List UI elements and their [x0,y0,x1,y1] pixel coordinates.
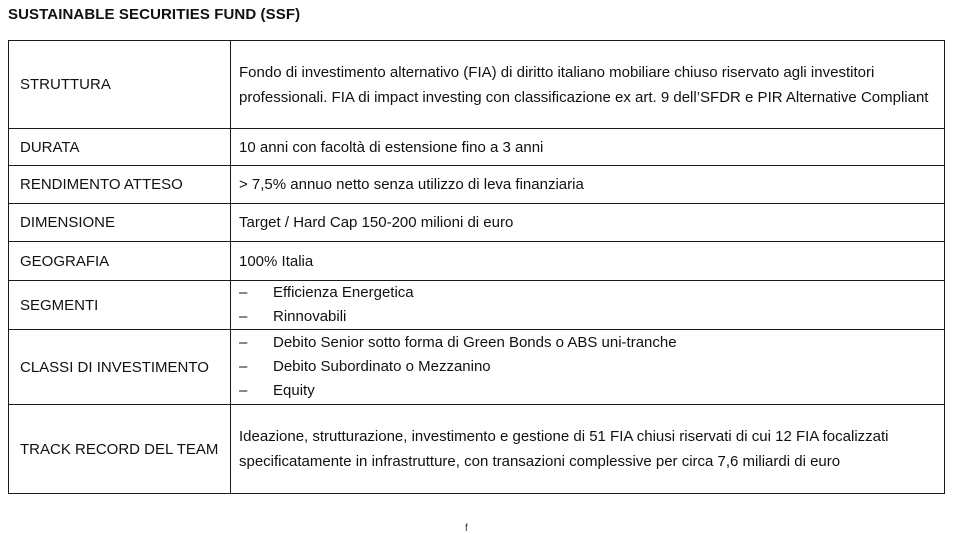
list-item [239,305,934,329]
list-item [239,331,934,355]
row-value-classi-di-investimento [231,330,945,405]
row-value-segmenti [231,281,945,330]
row-value-rendimento-atteso: > 7,5% annuo netto senza utilizzo di leva finanziaria [231,166,945,204]
row-value-track-record: Ideazione, strutturazione, investimento e gestione di 51 FIA chiusi riservati di cui 12 FIA focalizzati specificatamente in infrastrutture, con transazioni complessive per circa 7,6 miliardi di euro [231,405,945,494]
row-label-struttura: STRUTTURA [9,41,231,129]
row-label-geografia: GEOGRAFIA [9,242,231,281]
table-row [9,242,945,281]
list-item-text: Equity [273,382,315,399]
dash-bullet: – [239,284,248,301]
row-value-durata: 10 anni con facoltà di estensione fino a 3 anni [231,129,945,166]
row-value-dimensione: Target / Hard Cap 150-200 milioni di euro [231,204,945,242]
dash-bullet: – [239,358,248,375]
list-item-text: Debito Subordinato o Mezzanino [273,358,491,375]
row-label-track-record: TRACK RECORD DEL TEAM [9,405,231,494]
table-row [9,330,945,405]
footer-mark: f [465,523,468,534]
fund-summary-table [8,40,945,494]
segmenti-list [239,281,934,329]
dash-bullet: – [239,334,248,351]
row-label-classi-di-investimento: CLASSI DI INVESTIMENTO [9,330,231,405]
dash-bullet: – [239,382,248,399]
row-label-dimensione: DIMENSIONE [9,204,231,242]
list-item [239,281,934,305]
list-item-text: Efficienza Energetica [273,284,414,301]
row-label-segmenti: SEGMENTI [9,281,231,330]
table-row [9,405,945,494]
list-item-text: Debito Senior sotto forma di Green Bonds o ABS uni-tranche [273,334,677,351]
table-row [9,281,945,330]
table-row [9,204,945,242]
row-label-rendimento-atteso: RENDIMENTO ATTESO [9,166,231,204]
list-item [239,379,934,403]
table-row [9,166,945,204]
classi-list [239,331,934,403]
table-row [9,41,945,129]
list-item-text: Rinnovabili [273,308,347,325]
list-item [239,355,934,379]
row-label-durata: DURATA [9,129,231,166]
document-title: SUSTAINABLE SECURITIES FUND (SSF) [8,6,301,23]
dash-bullet: – [239,308,248,325]
table-row [9,129,945,166]
row-value-geografia: 100% Italia [231,242,945,281]
row-value-struttura: Fondo di investimento alternativo (FIA) di diritto italiano mobiliare chiuso riservato agli investitori professionali. FIA di impact investing con classificazione ex art. 9 dell’SFDR e PIR Alternative Compliant [231,41,945,129]
